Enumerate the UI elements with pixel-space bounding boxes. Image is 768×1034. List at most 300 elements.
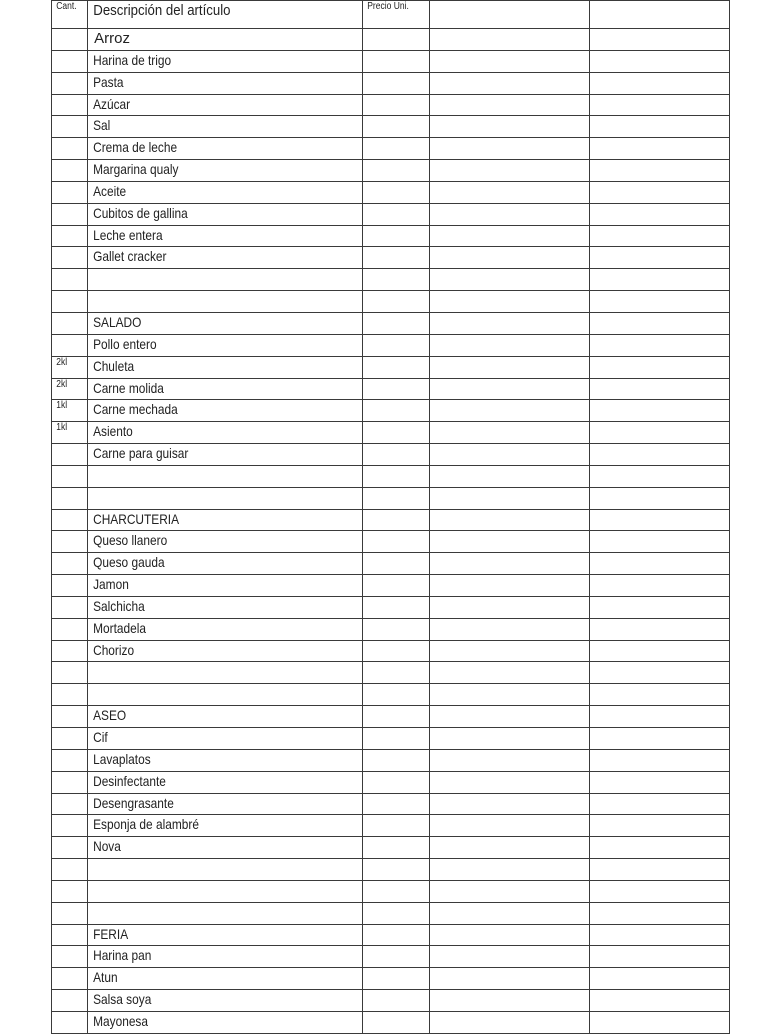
item-description: FERIA xyxy=(93,925,129,942)
description-cell xyxy=(88,72,363,94)
unit-price-cell xyxy=(363,138,429,160)
empty-cell xyxy=(590,640,730,662)
description-cell xyxy=(88,837,363,859)
table-row xyxy=(52,618,730,640)
empty-cell xyxy=(429,509,590,531)
description-cell xyxy=(88,487,363,509)
unit-price-cell xyxy=(363,225,429,247)
empty-cell xyxy=(590,662,730,684)
unit-price-cell xyxy=(363,50,429,72)
qty-cell xyxy=(52,509,88,531)
qty-cell xyxy=(52,880,88,902)
item-description: Mayonesa xyxy=(93,1012,149,1029)
empty-cell xyxy=(429,880,590,902)
unit-price-cell xyxy=(363,378,429,400)
item-description xyxy=(88,291,321,292)
description-cell xyxy=(88,859,363,881)
unit-price-cell xyxy=(363,1011,429,1033)
qty-cell xyxy=(52,662,88,684)
qty-cell xyxy=(52,94,88,116)
description-cell xyxy=(88,94,363,116)
table-row xyxy=(52,553,730,575)
empty-cell xyxy=(429,837,590,859)
empty-cell xyxy=(429,160,590,182)
empty-cell xyxy=(590,553,730,575)
item-description: Cubitos de gallina xyxy=(93,204,188,221)
description-cell xyxy=(88,181,363,203)
empty-cell xyxy=(590,269,730,291)
empty-cell xyxy=(429,596,590,618)
qty-cell xyxy=(52,815,88,837)
empty-cell xyxy=(590,706,730,728)
empty-cell xyxy=(429,793,590,815)
qty-cell xyxy=(52,837,88,859)
table-row xyxy=(52,291,730,313)
qty-cell xyxy=(52,334,88,356)
empty-cell xyxy=(429,706,590,728)
item-description: Cif xyxy=(93,729,108,745)
unit-price-cell xyxy=(363,509,429,531)
table-row xyxy=(52,728,730,750)
empty-cell xyxy=(590,94,730,116)
description-cell xyxy=(88,465,363,487)
empty-cell xyxy=(590,203,730,225)
description-cell xyxy=(88,596,363,618)
unit-price-cell xyxy=(363,640,429,662)
qty-cell xyxy=(52,968,88,990)
description-cell xyxy=(88,771,363,793)
item-description: Desinfectante xyxy=(93,772,167,789)
item-description: CHARCUTERIA xyxy=(93,510,180,527)
unit-price-cell xyxy=(363,706,429,728)
description-cell xyxy=(88,1011,363,1033)
empty-cell xyxy=(429,378,590,400)
description-cell xyxy=(88,968,363,990)
item-description: Nova xyxy=(93,838,122,855)
empty-cell xyxy=(429,312,590,334)
empty-cell xyxy=(590,465,730,487)
empty-cell xyxy=(590,378,730,400)
qty-cell xyxy=(52,1011,88,1033)
unit-price-cell xyxy=(363,116,429,138)
description-cell xyxy=(88,618,363,640)
empty-cell xyxy=(590,487,730,509)
table-row xyxy=(52,116,730,138)
unit-price-cell xyxy=(363,444,429,466)
item-description: Jamon xyxy=(93,576,129,593)
table-row xyxy=(52,203,730,225)
unit-price-cell xyxy=(363,94,429,116)
qty-cell xyxy=(52,465,88,487)
table-row xyxy=(52,378,730,400)
table-row xyxy=(52,880,730,902)
qty-cell xyxy=(52,269,88,291)
empty-cell xyxy=(429,50,590,72)
unit-price-cell xyxy=(363,596,429,618)
empty-cell xyxy=(429,902,590,924)
qty-cell xyxy=(52,859,88,881)
empty-cell xyxy=(429,465,590,487)
empty-cell xyxy=(429,1011,590,1033)
qty-cell xyxy=(52,312,88,334)
table-row xyxy=(52,706,730,728)
empty-cell xyxy=(590,575,730,597)
qty-cell xyxy=(52,203,88,225)
table-row xyxy=(52,247,730,269)
description-cell xyxy=(88,575,363,597)
item-description: Sal xyxy=(93,117,111,134)
empty-cell xyxy=(590,902,730,924)
item-description: SALADO xyxy=(93,313,142,330)
qty-cell xyxy=(52,181,88,203)
empty-cell xyxy=(590,225,730,247)
qty-cell xyxy=(52,728,88,750)
empty-cell xyxy=(429,684,590,706)
qty-cell xyxy=(52,291,88,313)
header-qty-cell xyxy=(52,1,88,29)
qty-cell xyxy=(52,618,88,640)
unit-price-cell xyxy=(363,728,429,750)
item-description xyxy=(88,881,321,882)
empty-cell xyxy=(590,880,730,902)
empty-cell xyxy=(429,640,590,662)
item-description: Crema de leche xyxy=(93,139,178,156)
qty-cell xyxy=(52,771,88,793)
qty-cell xyxy=(52,531,88,553)
unit-price-cell xyxy=(363,749,429,771)
item-description: Salsa soya xyxy=(93,991,152,1008)
empty-cell xyxy=(429,815,590,837)
table-row xyxy=(52,815,730,837)
table-row xyxy=(52,400,730,422)
table-row xyxy=(52,531,730,553)
unit-price-cell xyxy=(363,859,429,881)
qty-cell xyxy=(52,247,88,269)
empty-cell xyxy=(429,968,590,990)
empty-cell xyxy=(590,291,730,313)
description-cell xyxy=(88,312,363,334)
description-cell xyxy=(88,902,363,924)
qty-cell xyxy=(52,553,88,575)
table-row xyxy=(52,94,730,116)
table-row xyxy=(52,640,730,662)
empty-cell xyxy=(590,728,730,750)
table-row xyxy=(52,444,730,466)
description-cell xyxy=(88,728,363,750)
table-row xyxy=(52,575,730,597)
description-cell xyxy=(88,924,363,946)
description-cell xyxy=(88,444,363,466)
table-row xyxy=(52,946,730,968)
table-row xyxy=(52,50,730,72)
item-description: Asiento xyxy=(93,423,133,440)
item-description: Queso gauda xyxy=(93,554,165,571)
unit-price-cell xyxy=(363,334,429,356)
empty-cell xyxy=(590,749,730,771)
empty-cell xyxy=(429,487,590,509)
item-description: Margarina qualy xyxy=(93,161,179,178)
qty-value: 1kl xyxy=(56,422,68,434)
description-cell xyxy=(88,662,363,684)
unit-price-cell xyxy=(363,29,429,51)
header-qty-label: Cant. xyxy=(56,1,77,12)
empty-cell xyxy=(590,990,730,1012)
description-cell xyxy=(88,225,363,247)
item-description: Carne mechada xyxy=(93,401,178,418)
item-description: Aceite xyxy=(93,182,127,199)
item-description: Gallet cracker xyxy=(93,248,167,265)
description-cell xyxy=(88,531,363,553)
table-row xyxy=(52,509,730,531)
empty-cell xyxy=(429,422,590,444)
unit-price-cell xyxy=(363,837,429,859)
empty-cell xyxy=(590,400,730,422)
unit-price-cell xyxy=(363,553,429,575)
header-unit-price-cell xyxy=(363,1,429,29)
empty-cell xyxy=(429,116,590,138)
description-cell xyxy=(88,946,363,968)
unit-price-cell xyxy=(363,269,429,291)
empty-cell xyxy=(429,553,590,575)
item-description: Atun xyxy=(93,969,118,986)
unit-price-cell xyxy=(363,291,429,313)
item-description: ASEO xyxy=(93,707,127,724)
empty-cell xyxy=(429,531,590,553)
empty-cell xyxy=(590,837,730,859)
table-row xyxy=(52,662,730,684)
unit-price-cell xyxy=(363,990,429,1012)
empty-cell xyxy=(429,29,590,51)
table-row xyxy=(52,990,730,1012)
empty-cell xyxy=(429,94,590,116)
empty-cell xyxy=(429,990,590,1012)
table-row xyxy=(52,749,730,771)
empty-cell xyxy=(429,924,590,946)
unit-price-cell xyxy=(363,247,429,269)
unit-price-cell xyxy=(363,815,429,837)
description-cell xyxy=(88,553,363,575)
empty-cell xyxy=(590,684,730,706)
qty-cell xyxy=(52,575,88,597)
description-cell xyxy=(88,356,363,378)
table-row xyxy=(52,859,730,881)
description-cell xyxy=(88,749,363,771)
qty-value: 2kl xyxy=(56,378,68,390)
table-row xyxy=(52,771,730,793)
empty-cell xyxy=(429,749,590,771)
table-row xyxy=(52,793,730,815)
qty-cell xyxy=(52,749,88,771)
item-description: Pasta xyxy=(93,73,124,90)
empty-cell xyxy=(590,771,730,793)
table-row xyxy=(52,72,730,94)
item-description: Pollo entero xyxy=(93,335,157,352)
table-row xyxy=(52,138,730,160)
empty-cell xyxy=(590,618,730,640)
description-cell xyxy=(88,793,363,815)
description-cell xyxy=(88,509,363,531)
qty-cell xyxy=(52,422,88,444)
empty-cell xyxy=(590,181,730,203)
table-row xyxy=(52,312,730,334)
description-cell xyxy=(88,378,363,400)
qty-cell xyxy=(52,684,88,706)
item-description: Harina de trigo xyxy=(93,51,172,68)
header-description-label: Descripción del artículo xyxy=(93,2,231,19)
table-row xyxy=(52,684,730,706)
unit-price-cell xyxy=(363,968,429,990)
unit-price-cell xyxy=(363,160,429,182)
unit-price-cell xyxy=(363,400,429,422)
item-description: Lavaplatos xyxy=(93,750,151,767)
item-description xyxy=(88,466,321,467)
table-row xyxy=(52,902,730,924)
description-cell xyxy=(88,269,363,291)
table-row xyxy=(52,837,730,859)
description-cell xyxy=(88,706,363,728)
table-row xyxy=(52,924,730,946)
description-cell xyxy=(88,116,363,138)
table-row xyxy=(52,225,730,247)
empty-cell xyxy=(590,138,730,160)
description-cell xyxy=(88,684,363,706)
description-cell xyxy=(88,203,363,225)
item-description xyxy=(88,488,321,489)
empty-cell xyxy=(590,793,730,815)
qty-cell xyxy=(52,72,88,94)
qty-cell xyxy=(52,50,88,72)
qty-cell xyxy=(52,378,88,400)
header-empty-cell xyxy=(429,1,590,29)
item-description: Salchicha xyxy=(93,597,145,614)
unit-price-cell xyxy=(363,203,429,225)
item-description xyxy=(88,859,321,860)
empty-cell xyxy=(590,247,730,269)
empty-cell xyxy=(590,160,730,182)
empty-cell xyxy=(590,509,730,531)
qty-cell xyxy=(52,902,88,924)
header-row xyxy=(52,1,730,29)
empty-cell xyxy=(429,618,590,640)
empty-cell xyxy=(429,859,590,881)
item-description: Harina pan xyxy=(93,947,152,964)
qty-cell xyxy=(52,946,88,968)
description-cell xyxy=(88,29,363,51)
qty-cell xyxy=(52,225,88,247)
empty-cell xyxy=(429,72,590,94)
description-cell xyxy=(88,291,363,313)
empty-cell xyxy=(429,181,590,203)
empty-cell xyxy=(429,575,590,597)
qty-cell xyxy=(52,444,88,466)
table-row xyxy=(52,181,730,203)
item-description: Desengrasante xyxy=(93,794,174,811)
empty-cell xyxy=(590,72,730,94)
description-cell xyxy=(88,400,363,422)
unit-price-cell xyxy=(363,924,429,946)
unit-price-cell xyxy=(363,575,429,597)
table-row xyxy=(52,968,730,990)
unit-price-cell xyxy=(363,487,429,509)
description-cell xyxy=(88,880,363,902)
item-description xyxy=(88,903,321,904)
empty-cell xyxy=(429,269,590,291)
unit-price-cell xyxy=(363,793,429,815)
qty-value: 2kl xyxy=(56,356,68,368)
unit-price-cell xyxy=(363,684,429,706)
empty-cell xyxy=(429,291,590,313)
description-cell xyxy=(88,247,363,269)
empty-cell xyxy=(590,968,730,990)
item-description: Leche entera xyxy=(93,226,163,243)
unit-price-cell xyxy=(363,356,429,378)
empty-cell xyxy=(429,356,590,378)
unit-price-cell xyxy=(363,181,429,203)
item-description: Esponja de alambré xyxy=(93,816,200,833)
table-row xyxy=(52,465,730,487)
empty-cell xyxy=(429,444,590,466)
table-row xyxy=(52,1011,730,1033)
empty-cell xyxy=(590,1011,730,1033)
unit-price-cell xyxy=(363,946,429,968)
empty-cell xyxy=(590,50,730,72)
qty-cell xyxy=(52,793,88,815)
qty-cell xyxy=(52,990,88,1012)
unit-price-cell xyxy=(363,902,429,924)
item-description: Carne molida xyxy=(93,379,165,396)
qty-cell xyxy=(52,116,88,138)
description-cell xyxy=(88,334,363,356)
unit-price-cell xyxy=(363,422,429,444)
header-empty-cell xyxy=(590,1,730,29)
description-cell xyxy=(88,640,363,662)
qty-cell xyxy=(52,160,88,182)
empty-cell xyxy=(429,728,590,750)
qty-cell xyxy=(52,138,88,160)
qty-cell xyxy=(52,29,88,51)
empty-cell xyxy=(590,116,730,138)
unit-price-cell xyxy=(363,618,429,640)
unit-price-cell xyxy=(363,531,429,553)
item-description: Arroz xyxy=(94,30,130,47)
empty-cell xyxy=(429,247,590,269)
empty-cell xyxy=(590,444,730,466)
header-description-cell xyxy=(88,1,363,29)
description-cell xyxy=(88,990,363,1012)
qty-cell xyxy=(52,596,88,618)
description-cell xyxy=(88,50,363,72)
unit-price-cell xyxy=(363,880,429,902)
empty-cell xyxy=(590,531,730,553)
empty-cell xyxy=(429,946,590,968)
empty-cell xyxy=(590,312,730,334)
empty-cell xyxy=(429,138,590,160)
empty-cell xyxy=(590,815,730,837)
item-description: Azúcar xyxy=(93,95,131,112)
empty-cell xyxy=(590,859,730,881)
qty-value: 1kl xyxy=(56,400,68,412)
description-cell xyxy=(88,160,363,182)
qty-cell xyxy=(52,640,88,662)
empty-cell xyxy=(590,334,730,356)
item-description xyxy=(88,684,321,685)
qty-cell xyxy=(52,487,88,509)
empty-cell xyxy=(429,203,590,225)
table-row xyxy=(52,269,730,291)
shopping-list-table xyxy=(51,0,730,1034)
table-row xyxy=(52,487,730,509)
item-description: Carne para guisar xyxy=(93,445,189,462)
